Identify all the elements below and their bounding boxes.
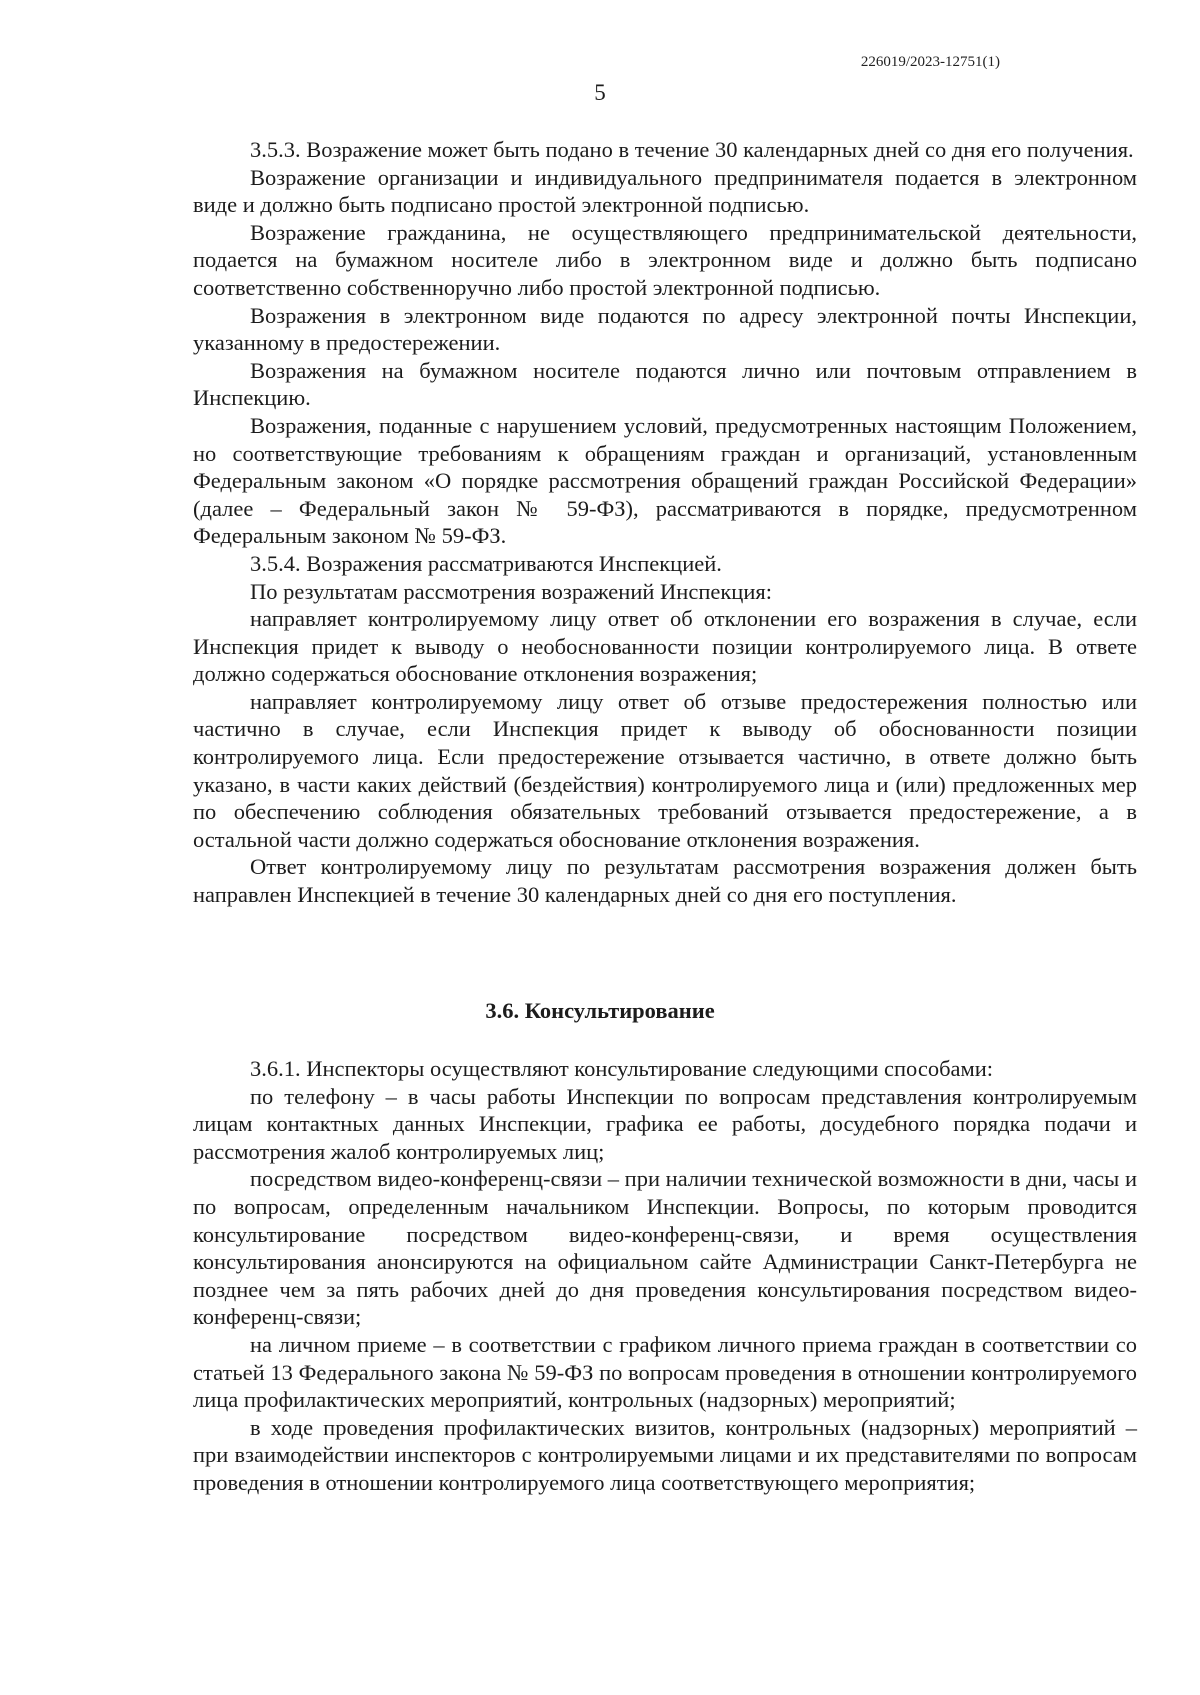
document-registration-number: 226019/2023-12751(1)	[860, 54, 1000, 70]
section-3-6-text	[193, 1055, 1137, 1497]
section-3-5-text	[193, 136, 1137, 909]
paragraph: в ходе проведения профилактических визитов, контрольных (надзорных) мероприятий – при взаимодействии инспекторов с контролируемыми лицами и их представителями по вопросам проведения в отношении контролируемого лица соответствующего мероприятия;	[193, 1414, 1137, 1495]
paragraph: Возражения в электронном виде подаются по адресу электронной почты Инспекции, указанному в предостережении.	[193, 302, 1137, 356]
paragraph: направляет контролируемому лицу ответ об отклонении его возражения в случае, если Инспекция придет к выводу о необоснованности позиции контролируемого лица. В ответе должно содержаться обоснование отклонения возражения;	[193, 606, 1137, 687]
paragraph: Возражение организации и индивидуального предпринимателя подается в электронном виде и должно быть подписано простой электронной подписью.	[193, 164, 1137, 218]
paragraph: По результатам рассмотрения возражений Инспекция:	[250, 578, 772, 604]
paragraph: Возражения, поданные с нарушением условий, предусмотренных настоящим Положением, но соответствующие требованиям к обращениям граждан и организаций, установленным Федеральным законом «О порядке рассмотрения обращений граждан Российской Федерации» (далее – Федеральный закон № 59-ФЗ), рассматриваются в порядке, предусмотренном Федеральным законом № 59-ФЗ.	[193, 412, 1137, 549]
paragraph: 3.5.4. Возражения рассматриваются Инспекцией.	[250, 550, 722, 576]
paragraph: 3.6.1. Инспекторы осуществляют консультирование следующими способами:	[250, 1056, 994, 1081]
paragraph: на личном приеме – в соответствии с графиком личного приема граждан в соответствии со статьей 13 Федерального закона № 59-ФЗ по вопросам проведения в отношении контролируемого лица профилактических мероприятий, контрольных (надзорных) мероприятий;	[193, 1331, 1137, 1413]
paragraph: направляет контролируемому лицу ответ об отзыве предостережения полностью или частично в случае, если Инспекция придет к выводу об обоснованности позиции контролируемого лица. Если предостережение отзывается частично, в ответе должно быть указано, в части каких действий (бездействия) контролируемого лица и (или) предложенных мер по обеспечению соблюдения обязательных требований отзывается предостережение, а в остальной части должно содержаться обоснование отклонения возражения.	[193, 688, 1137, 852]
paragraph: Ответ контролируемому лицу по результатам рассмотрения возражения должен быть направлен Инспекцией в течение 30 календарных дней со дня его поступления.	[193, 854, 1137, 908]
paragraph: 3.5.3. Возражение может быть подано в течение 30 календарных дней со дня его получения.	[250, 137, 1134, 162]
section-heading: 3.6. Консультирование	[485, 998, 715, 1023]
paragraph: Возражения на бумажном носителе подаются лично или почтовым отправлением в Инспекцию.	[193, 357, 1137, 411]
paragraph: по телефону – в часы работы Инспекции по вопросам представления контролируемым лицам контактных данных Инспекции, графика ее работы, досудебного порядка подачи и рассмотрения жалоб контролируемых лиц;	[193, 1083, 1137, 1164]
paragraph: посредством видео-конференц-связи – при наличии технической возможности в дни, часы и по вопросам, определенным начальником Инспекции. Вопросы, по которым проводится консультирование посредством видео-конференц-связи, и время осуществления консультирования анонсируются на официальном сайте Администрации Санкт-Петербурга не позднее чем за пять рабочих дней до дня проведения консультирования посредством видео-конференц-связи;	[193, 1166, 1137, 1330]
paragraph: Возражение гражданина, не осуществляющего предпринимательской деятельности, подается на бумажном носителе либо в электронном виде и должно быть подписано соответственно собственноручно либо простой электронной подписью.	[193, 219, 1137, 300]
page-number: 5	[594, 80, 606, 105]
